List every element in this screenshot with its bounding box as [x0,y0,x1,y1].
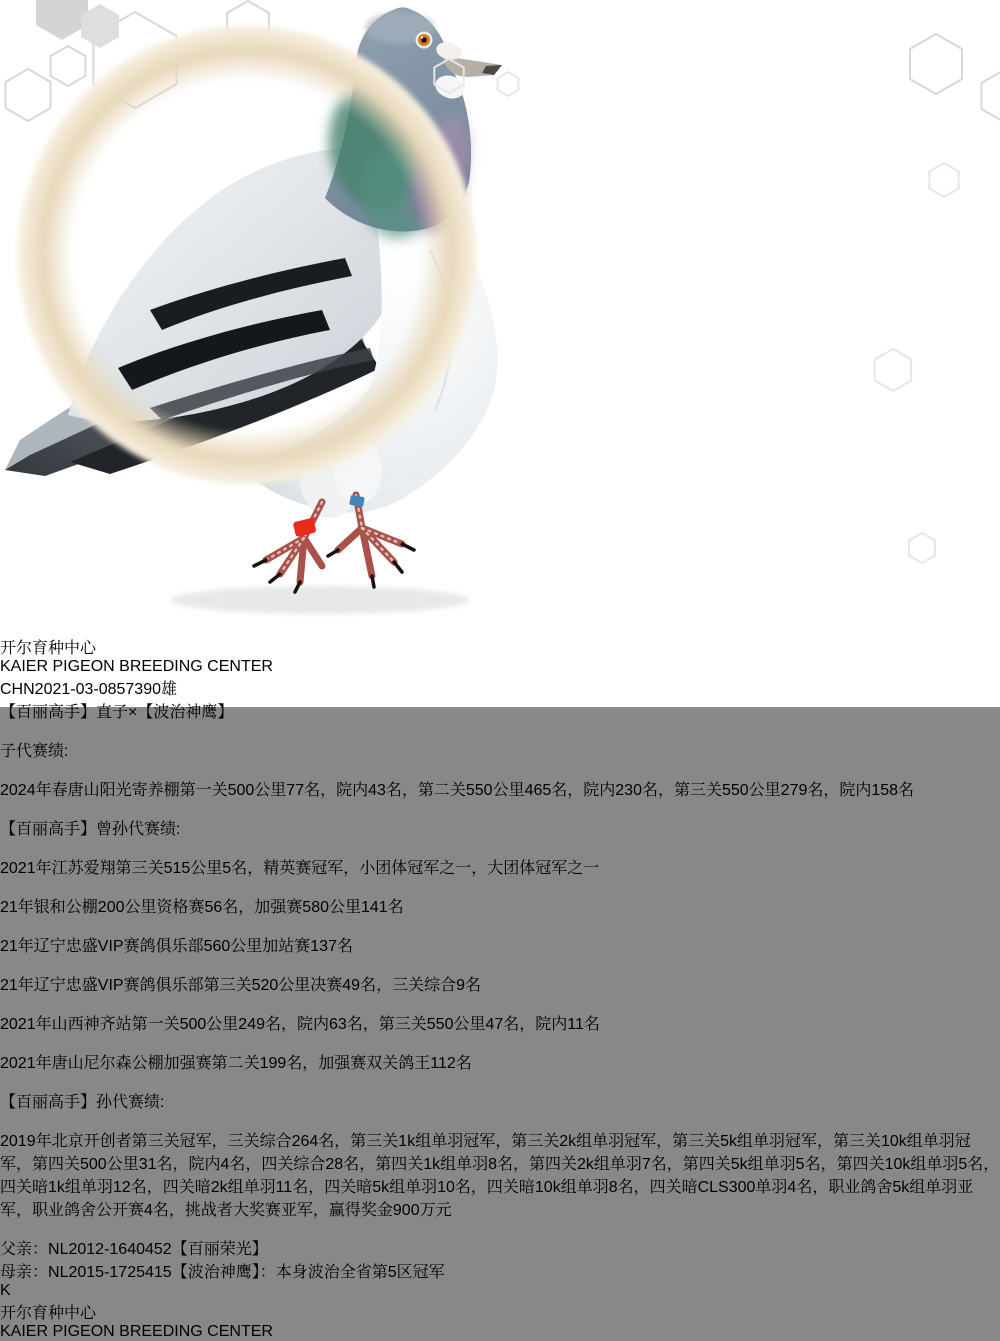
mother-line [0,1259,1000,1282]
pigeon-eye-photo [18,26,476,484]
brand-logo-icon: K [0,1282,1000,1300]
result-entry: 2021年唐山尼尔森公棚加强赛第二关199名，加强赛双关鸽王112名 [0,1050,1000,1073]
eye-dark-ring [48,56,446,454]
brand-name-chinese: 开尔育种中心 [0,1300,1000,1323]
watermark-chinese: 开尔育种中心 [0,635,1000,658]
result-entry: 21年辽宁忠盛VIP赛鸽俱乐部第三关520公里决赛49名，三关综合9名 [0,972,1000,995]
pairing-subtitle: 【百丽高手】直子×【波治神鹰】 [0,699,1000,722]
result-entry: 21年辽宁忠盛VIP赛鸽俱乐部560公里加站赛137名 [0,933,1000,956]
mother-ring: NL2015-1725415 [48,1264,172,1281]
result-entry: 2019年北京开创者第三关冠军，三关综合264名，第三关1k组单羽冠军，第三关2k组单羽冠军，第三关5k组单羽冠军，第三关10k组单羽冠军，第四关500公里31名，院内4名，四关综合28名，第四关1k组单羽8名，第四关2k组单羽7名，第四关5k组单羽5名，第四关10k组单羽5名，四关暗1k组单羽12名，四关暗2k组单羽11名，四关暗5k组单羽10名，四关暗10k组单羽8名，四关暗CLS300单羽4名，职业鸽舍5k组单羽亚军，职业鸽舍公开赛4名，挑战者大奖赛亚军，赢得奖金900万元 [0,1128,1000,1220]
sex-label: 雄 [161,681,177,698]
result-entry: 子代赛绩: [0,738,1000,761]
ring-number: CHN2021-03-0857390 [0,681,161,698]
mother-label: 母亲： [0,1264,48,1281]
race-results-column [0,738,1000,1220]
father-ring: NL2012-1640452 [48,1241,172,1258]
result-entry: 2021年山西神齐站第一关500公里249名，院内63名，第三关550公里47名，院内11名 [0,1011,1000,1034]
father-line [0,1236,1000,1259]
result-entry: 2024年春唐山阳光寄养棚第一关500公里77名，院内43名，第二关550公里465名，院内230名，第三关550公里279名，院内158名 [0,777,1000,800]
qr-code [0,1282,1000,1300]
parents-info [0,1236,1000,1282]
result-entry: 21年银和公棚200公里资格赛56名，加强赛580公里141名 [0,894,1000,917]
result-entry: 2021年江苏爱翔第三关515公里5名，精英赛冠军，小团体冠军之一，大团体冠军之一 [0,855,1000,878]
mother-name: 【波治神鹰】 [172,1264,260,1281]
father-name: 【百丽荣光】 [172,1241,268,1258]
watermark-english: KAIER PIGEON BREEDING CENTER [0,658,1000,676]
mother-note: ：本身波治全省第5区冠军 [260,1264,445,1281]
result-entry: 【百丽高手】孙代赛绩: [0,1089,1000,1112]
father-label: 父亲： [0,1241,48,1258]
result-entry: 【百丽高手】曾孙代赛绩: [0,816,1000,839]
brand-name-english: KAIER PIGEON BREEDING CENTER [0,1323,1000,1341]
